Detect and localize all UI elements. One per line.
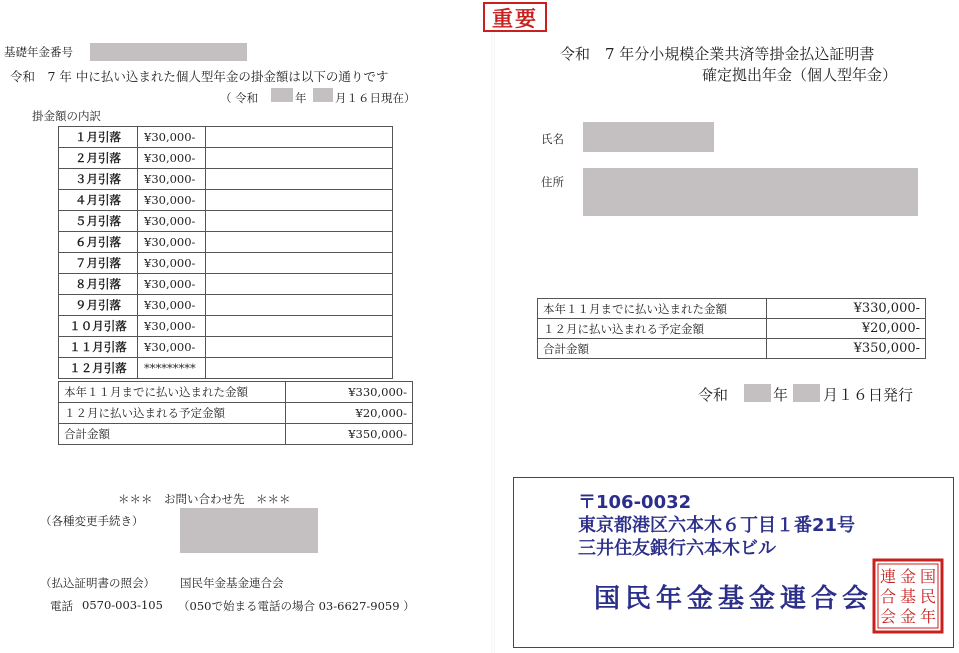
right-totals-table: [537, 298, 926, 359]
blank-cell: [206, 127, 393, 148]
phone-number: 0570-003-105: [82, 598, 163, 612]
address-redacted: [583, 168, 918, 216]
changes-label: （各種変更手続き）: [40, 514, 144, 528]
table-row: [59, 403, 413, 424]
month-cell: ８月引落: [59, 274, 138, 295]
amount-cell: ¥30,000-: [138, 316, 206, 337]
month-cell: ３月引落: [59, 169, 138, 190]
blank-cell: [206, 211, 393, 232]
total-amount: ¥350,000-: [767, 339, 926, 359]
pension-number-label: 基礎年金番号: [4, 45, 73, 59]
table-row: [59, 211, 393, 232]
month-cell: １２月引落: [59, 358, 138, 379]
svg-text:国: 国: [919, 567, 937, 586]
table-row: [59, 316, 393, 337]
month-cell: １月引落: [59, 127, 138, 148]
issue-suffix: 月１６日発行: [823, 386, 914, 404]
breakdown-table: [58, 126, 393, 379]
total-label: １２月に払い込まれる予定金額: [59, 403, 286, 424]
breakdown-title: 掛金額の内訳: [32, 109, 101, 123]
amount-cell: ¥30,000-: [138, 253, 206, 274]
issue-prefix: 令和: [698, 386, 729, 404]
page-divider: [491, 0, 495, 653]
svg-text:合: 合: [879, 587, 897, 606]
as-of-month-redacted: [313, 88, 333, 102]
issue-year-redacted: [744, 384, 771, 402]
cert-inquiry-label: （払込証明書の照会）: [40, 576, 155, 590]
name-redacted: [583, 122, 714, 152]
blank-cell: [206, 253, 393, 274]
sender-address-box: [513, 477, 954, 648]
important-badge: 重要: [483, 2, 547, 32]
svg-text:基: 基: [899, 587, 917, 606]
table-row: [59, 169, 393, 190]
month-cell: ７月引落: [59, 253, 138, 274]
table-row: [59, 190, 393, 211]
table-row: [59, 148, 393, 169]
changes-contact-redacted: [180, 508, 318, 553]
month-cell: ５月引落: [59, 211, 138, 232]
blank-cell: [206, 274, 393, 295]
blank-cell: [206, 295, 393, 316]
table-row: [59, 295, 393, 316]
as-of-suffix: 月１６日現在）: [335, 91, 416, 105]
table-row: [538, 339, 926, 359]
certificate-title: 令和 7 年分小規模企業共済等掛金払込証明書: [560, 45, 875, 63]
table-row: [59, 382, 413, 403]
postal-code: 〒106-0032: [578, 492, 692, 513]
certificate-subtitle: 確定拠出年金（個人型年金）: [702, 66, 898, 84]
month-cell: ６月引落: [59, 232, 138, 253]
blank-cell: [206, 337, 393, 358]
table-row: [59, 424, 413, 445]
amount-cell: ¥30,000-: [138, 127, 206, 148]
month-cell: １１月引落: [59, 337, 138, 358]
table-row: [538, 319, 926, 339]
amount-cell: ¥30,000-: [138, 337, 206, 358]
total-amount: ¥350,000-: [286, 424, 413, 445]
total-amount: ¥330,000-: [767, 299, 926, 319]
table-row: [59, 274, 393, 295]
contact-header: ＊＊＊ お問い合わせ先 ＊＊＊: [118, 492, 291, 506]
table-row: [59, 232, 393, 253]
blank-cell: [206, 358, 393, 379]
total-amount: ¥20,000-: [286, 403, 413, 424]
official-seal-icon: [872, 558, 944, 634]
svg-text:会: 会: [879, 607, 897, 626]
total-amount: ¥20,000-: [767, 319, 926, 339]
issue-month-redacted: [793, 384, 820, 402]
table-row: [538, 299, 926, 319]
as-of-year-label: 年: [295, 91, 307, 105]
name-label: 氏名: [541, 132, 564, 146]
cert-inquiry-org: 国民年金基金連合会: [180, 576, 284, 590]
month-cell: ４月引落: [59, 190, 138, 211]
svg-text:民: 民: [919, 587, 937, 606]
sender-address-line2: 三井住友銀行六本木ビル: [578, 538, 776, 559]
table-row: [59, 358, 393, 379]
total-amount: ¥330,000-: [286, 382, 413, 403]
phone-note: （050で始まる電話の場合 03-6627-9059 ）: [178, 599, 415, 613]
amount-cell: *********: [138, 358, 206, 379]
total-label: 本年１１月までに払い込まれた金額: [538, 299, 767, 319]
blank-cell: [206, 148, 393, 169]
blank-cell: [206, 190, 393, 211]
month-cell: １０月引落: [59, 316, 138, 337]
month-cell: ９月引落: [59, 295, 138, 316]
as-of-prefix: （ 令和: [220, 91, 259, 105]
month-cell: ２月引落: [59, 148, 138, 169]
intro-text: 令和 7 年 中に払い込まれた個人型年金の掛金額は以下の通りです: [10, 69, 389, 84]
svg-text:金: 金: [899, 567, 917, 586]
table-row: [59, 127, 393, 148]
blank-cell: [206, 232, 393, 253]
total-label: 合計金額: [59, 424, 286, 445]
amount-cell: ¥30,000-: [138, 148, 206, 169]
amount-cell: ¥30,000-: [138, 190, 206, 211]
blank-cell: [206, 316, 393, 337]
address-label: 住所: [541, 175, 564, 189]
total-label: 合計金額: [538, 339, 767, 359]
table-row: [59, 253, 393, 274]
sender-address-line1: 東京都港区六本木６丁目１番21号: [578, 515, 856, 536]
phone-label: 電話: [50, 599, 73, 613]
svg-text:年: 年: [919, 607, 937, 626]
svg-text:金: 金: [899, 607, 917, 626]
blank-cell: [206, 169, 393, 190]
amount-cell: ¥30,000-: [138, 211, 206, 232]
amount-cell: ¥30,000-: [138, 232, 206, 253]
table-row: [59, 337, 393, 358]
pension-number-redacted: [90, 43, 247, 61]
issue-year-label: 年: [773, 386, 789, 404]
total-label: １２月に払い込まれる予定金額: [538, 319, 767, 339]
amount-cell: ¥30,000-: [138, 169, 206, 190]
left-totals-table: [58, 381, 413, 445]
amount-cell: ¥30,000-: [138, 274, 206, 295]
amount-cell: ¥30,000-: [138, 295, 206, 316]
svg-text:連: 連: [879, 567, 897, 586]
sender-organization: 国民年金基金連合会: [594, 584, 874, 614]
as-of-year-redacted: [271, 88, 293, 102]
total-label: 本年１１月までに払い込まれた金額: [59, 382, 286, 403]
